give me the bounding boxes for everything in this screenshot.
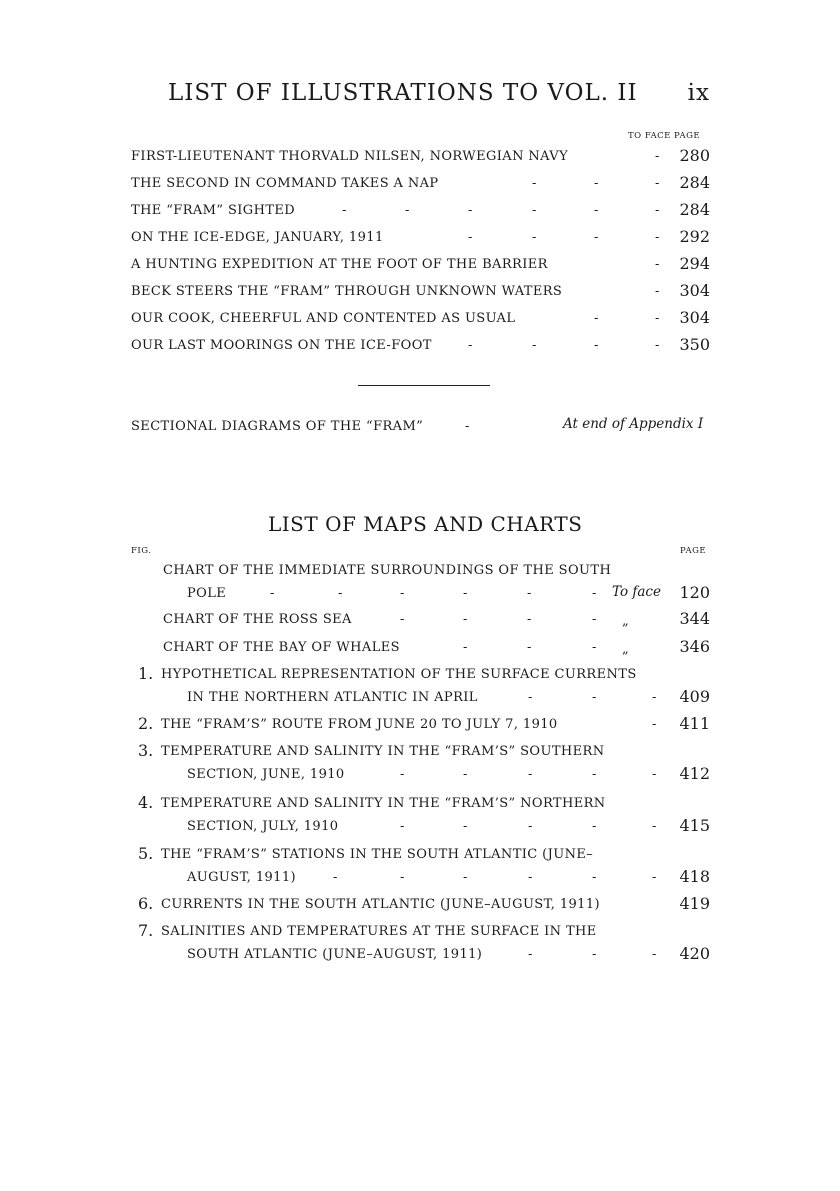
leader-dash: - [592, 767, 597, 782]
page-number: ix [687, 80, 710, 106]
leader-dash: - [655, 176, 660, 191]
leader-dash: - [463, 870, 468, 885]
chart-title: CHART OF THE ROSS SEA [163, 612, 352, 627]
leader-dash: - [652, 947, 657, 962]
illustration-title: THE “FRAM” SIGHTED [131, 203, 296, 218]
figure-page: 409 [679, 687, 710, 706]
leader-dash: - [338, 586, 343, 601]
leader-dash: - [528, 947, 533, 962]
figure-title-cont: SOUTH ATLANTIC (JUNE–AUGUST, 1911) [187, 947, 483, 962]
chart-page: 120 [679, 583, 710, 602]
figure-title: HYPOTHETICAL REPRESENTATION OF THE SURFACE CURRENTS [161, 667, 637, 682]
sectional-diagrams-location: At end of Appendix I [563, 416, 704, 432]
illustration-page: 304 [679, 281, 710, 300]
illustration-page: 294 [679, 254, 710, 273]
figure-title-cont: IN THE NORTHERN ATLANTIC IN APRIL [187, 690, 478, 705]
leader-dash: - [592, 612, 597, 627]
section-divider [358, 385, 490, 386]
leader-dash: - [463, 586, 468, 601]
leader-dash: - [594, 203, 599, 218]
figure-title: THE “FRAM’S” STATIONS IN THE SOUTH ATLANTIC (JUNE– [161, 847, 594, 862]
figure-page: 419 [679, 894, 710, 913]
leader-dash: - [465, 419, 470, 434]
illustration-title: THE SECOND IN COMMAND TAKES A NAP [131, 176, 439, 191]
to-face-page-heading: TO FACE PAGE [628, 131, 701, 141]
illustration-page: 284 [679, 200, 710, 219]
ditto-mark: „ [622, 642, 630, 657]
leader-dash: - [400, 870, 405, 885]
illustration-page: 304 [679, 308, 710, 327]
leader-dash: - [592, 870, 597, 885]
leader-dash: - [532, 176, 537, 191]
leader-dash: - [333, 870, 338, 885]
leader-dash: - [463, 640, 468, 655]
leader-dash: - [400, 819, 405, 834]
leader-dash: - [528, 767, 533, 782]
illustration-page: 292 [679, 227, 710, 246]
illustration-title: ON THE ICE-EDGE, JANUARY, 1911 [131, 230, 384, 245]
leader-dash: - [655, 203, 660, 218]
figure-title: CURRENTS IN THE SOUTH ATLANTIC (JUNE–AUGUST, 1911) [161, 897, 600, 912]
leader-dash: - [463, 767, 468, 782]
leader-dash: - [528, 690, 533, 705]
leader-dash: - [468, 338, 473, 353]
leader-dash: - [594, 338, 599, 353]
leader-dash: - [532, 338, 537, 353]
leader-dash: - [270, 586, 275, 601]
leader-dash: - [528, 870, 533, 885]
figure-page: 411 [679, 714, 710, 733]
figure-number: 7. [138, 921, 154, 940]
figure-title: THE “FRAM’S” ROUTE FROM JUNE 20 TO JULY 7, 1910 [161, 717, 558, 732]
leader-dash: - [468, 203, 473, 218]
figure-title-cont: AUGUST, 1911) [187, 870, 296, 885]
fig-column-heading: FIG. [131, 546, 152, 556]
leader-dash: - [532, 203, 537, 218]
figure-title: SALINITIES AND TEMPERATURES AT THE SURFACE IN THE [161, 924, 597, 939]
leader-dash: - [400, 612, 405, 627]
illustration-title: FIRST-LIEUTENANT THORVALD NILSEN, NORWEGIAN NAVY [131, 149, 569, 164]
maps-section-title: LIST OF MAPS AND CHARTS [268, 512, 583, 536]
to-face-label: To face [612, 584, 661, 600]
leader-dash: - [527, 640, 532, 655]
figure-number: 6. [138, 894, 154, 913]
leader-dash: - [527, 612, 532, 627]
figure-number: 2. [138, 714, 154, 733]
chart-page: 344 [679, 609, 710, 628]
leader-dash: - [652, 717, 657, 732]
sectional-diagrams-title: SECTIONAL DIAGRAMS OF THE “FRAM” [131, 419, 424, 434]
chart-page: 346 [679, 637, 710, 656]
leader-dash: - [655, 230, 660, 245]
leader-dash: - [592, 819, 597, 834]
leader-dash: - [342, 203, 347, 218]
figure-page: 418 [679, 867, 710, 886]
illustration-title: OUR COOK, CHEERFUL AND CONTENTED AS USUAL [131, 311, 516, 326]
figure-number: 1. [138, 664, 154, 683]
chart-title: CHART OF THE IMMEDIATE SURROUNDINGS OF THE SOUTH [163, 563, 612, 578]
page-title: LIST OF ILLUSTRATIONS TO VOL. II [168, 80, 638, 106]
leader-dash: - [463, 612, 468, 627]
figure-title-cont: SECTION, JULY, 1910 [187, 819, 339, 834]
leader-dash: - [655, 257, 660, 272]
leader-dash: - [592, 586, 597, 601]
leader-dash: - [594, 230, 599, 245]
leader-dash: - [594, 176, 599, 191]
leader-dash: - [652, 819, 657, 834]
leader-dash: - [528, 819, 533, 834]
figure-title-cont: SECTION, JUNE, 1910 [187, 767, 345, 782]
leader-dash: - [655, 149, 660, 164]
figure-page: 420 [679, 944, 710, 963]
leader-dash: - [592, 947, 597, 962]
leader-dash: - [463, 819, 468, 834]
illustration-page: 280 [679, 146, 710, 165]
leader-dash: - [400, 767, 405, 782]
figure-number: 5. [138, 844, 154, 863]
leader-dash: - [655, 311, 660, 326]
leader-dash: - [652, 870, 657, 885]
leader-dash: - [405, 203, 410, 218]
leader-dash: - [527, 586, 532, 601]
leader-dash: - [592, 690, 597, 705]
figure-number: 4. [138, 793, 154, 812]
chart-title-cont: POLE [187, 586, 227, 601]
illustration-title: A HUNTING EXPEDITION AT THE FOOT OF THE BARRIER [131, 257, 548, 272]
illustration-title: OUR LAST MOORINGS ON THE ICE-FOOT [131, 338, 432, 353]
leader-dash: - [594, 311, 599, 326]
leader-dash: - [592, 640, 597, 655]
leader-dash: - [652, 690, 657, 705]
leader-dash: - [655, 284, 660, 299]
page-column-heading: PAGE [680, 546, 707, 556]
leader-dash: - [652, 767, 657, 782]
figure-page: 415 [679, 816, 710, 835]
figure-number: 3. [138, 741, 154, 760]
chart-title: CHART OF THE BAY OF WHALES [163, 640, 400, 655]
figure-title: TEMPERATURE AND SALINITY IN THE “FRAM’S” NORTHERN [161, 796, 606, 811]
leader-dash: - [468, 230, 473, 245]
illustration-page: 284 [679, 173, 710, 192]
figure-title: TEMPERATURE AND SALINITY IN THE “FRAM’S” SOUTHERN [161, 744, 605, 759]
leader-dash: - [655, 338, 660, 353]
ditto-mark: „ [622, 614, 630, 629]
illustration-page: 350 [679, 335, 710, 354]
illustration-title: BECK STEERS THE “FRAM” THROUGH UNKNOWN WATERS [131, 284, 563, 299]
figure-page: 412 [679, 764, 710, 783]
leader-dash: - [532, 230, 537, 245]
leader-dash: - [400, 586, 405, 601]
